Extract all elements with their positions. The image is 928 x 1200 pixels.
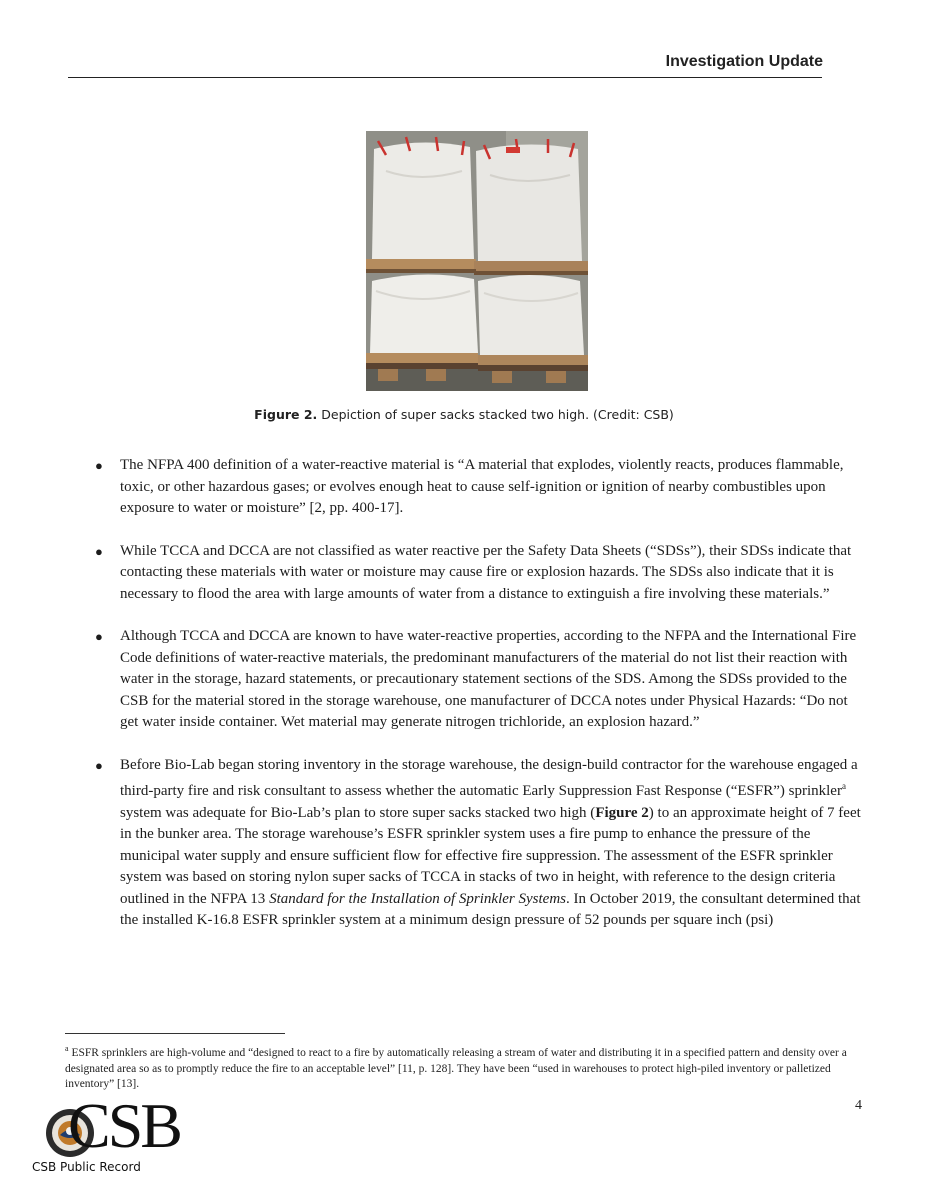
- standard-title: Standard for the Installation of Sprinkler Systems: [269, 890, 566, 907]
- header-title: Investigation Update: [665, 53, 823, 70]
- figure-caption: [0, 407, 928, 422]
- bullet-text-part3: ) to an approximate height of 7 feet in the bunker area. The storage warehouse’s ESFR sprinkler system uses a fire pump to enhance the pressure of the municipal water supply and ensure sufficient flow for effective fire suppression. The assessment of the ESFR sprinkler system was based on storing nylon super sacks of TCCA in stacks of two in height, with reference to the design criteria outlined in the NFPA 13: [120, 804, 861, 907]
- bullet-icon: ●: [95, 543, 103, 559]
- bullet-text: Although TCCA and DCCA are known to have water-reactive properties, according to the NFPA and the International Fire Code definitions of water-reactive materials, the predominant manufacturers of the material do not list their reaction with water in the storage, hazard statements, or precautionary statement sections of the SDS. Among the SDSs provided to the CSB for the material stored in the storage warehouse, one manufacturer of DCCA notes under Physical Hazards: “Do not get water inside container. Wet material may generate nitrogen trichloride, an explosion hazard.”: [120, 628, 857, 730]
- list-item: [95, 755, 865, 932]
- bullet-text-part2: system was adequate for Bio-Lab’s plan to store super sacks stacked two high (: [120, 804, 596, 821]
- footnote-text: ESFR sprinklers are high-volume and “designed to react to a fire by automatically releasing a stream of water and distributing it in a specified pattern and density over a designated area so as to promptly reduce the fire to an acceptable level” [11, p. 128]. They have been “used in warehouses to protect high-piled inventory or palletized inventory” [13].: [65, 1047, 847, 1090]
- list-item: [95, 626, 865, 734]
- footnote-mark: a: [65, 1044, 69, 1053]
- bullet-icon: ●: [95, 757, 103, 773]
- footer-label: CSB Public Record: [32, 1160, 141, 1174]
- header-rule: [68, 77, 822, 78]
- footnote-reference: a: [841, 781, 846, 791]
- figure-reference: Figure 2: [595, 804, 649, 821]
- figure-label: Figure 2.: [254, 407, 318, 422]
- bullet-text-part4: . In October 2019, the consultant determined that the installed K-16.8 ESFR sprinkler system at a minimum design pressure of 52 pounds per square inch (psi): [120, 890, 861, 928]
- figure-photo-super-sacks: [366, 131, 588, 391]
- bullet-icon: ●: [95, 629, 103, 644]
- bullet-text: While TCCA and DCCA are not classified as water reactive per the Safety Data Sheets (“SDSs”), their SDSs indicate that contacting these materials with water or moisture may cause fire or explosion hazards. The SDSs also indicate that it is necessary to flood the area with large amounts of water from a distance to extinguish a fire involving these materials.”: [120, 542, 852, 602]
- figure-caption-text: Depiction of super sacks stacked two high. (Credit: CSB): [321, 407, 674, 422]
- list-item: [95, 541, 865, 606]
- footnote-rule: [65, 1033, 285, 1034]
- page-number: 4: [855, 1098, 862, 1113]
- csb-logo-text: CSB: [68, 1090, 180, 1161]
- bullet-list: [95, 455, 865, 953]
- bullet-icon: ●: [95, 458, 103, 473]
- bullet-text-part1: Before Bio-Lab began storing inventory in the storage warehouse, the design-build contractor for the warehouse engaged a third-party fire and risk consultant to assess whether the automatic Early Suppression Fast Response (“ESFR”) sprinkler: [120, 756, 858, 799]
- list-item: [95, 455, 865, 520]
- footnote: [65, 1041, 865, 1093]
- super-sacks-illustration: [366, 131, 588, 391]
- bullet-text: The NFPA 400 definition of a water-reactive material is “A material that explodes, violently reacts, produces flammable, toxic, or other hazardous gases; or evolves enough heat to cause self-ignition or ignition of nearby combustibles upon exposure to water or moisture” [2, pp. 400-17].: [120, 457, 844, 516]
